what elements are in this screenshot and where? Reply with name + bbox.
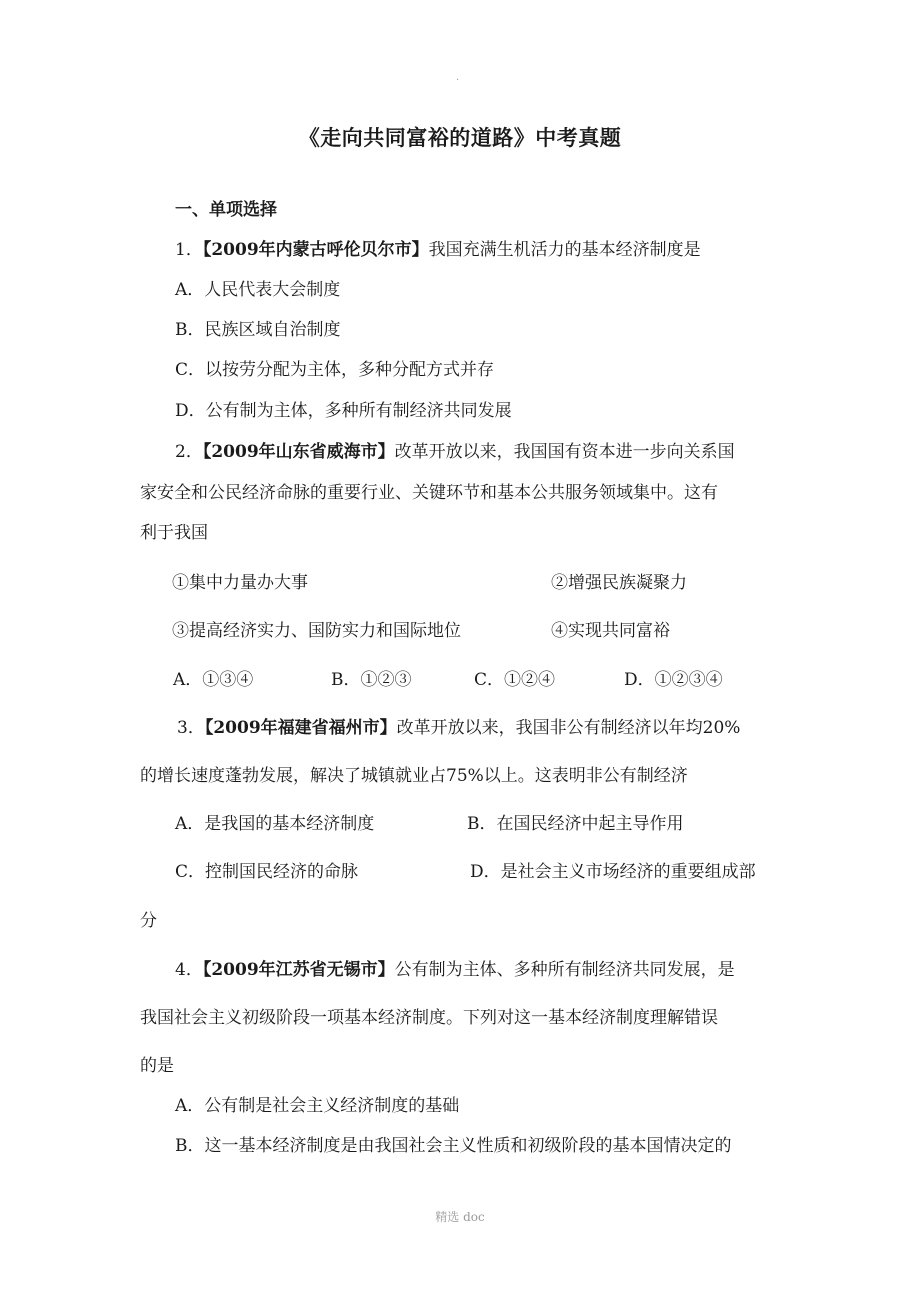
document-title: 《走向共同富裕的道路》中考真题 xyxy=(298,125,622,150)
option-d: D．公有制为主体，多种所有制经济共同发展 xyxy=(175,401,512,421)
question-stem: 公有制为主体、多种所有制经济共同发展，是 xyxy=(394,960,735,980)
option-c: C．以按劳分配为主体，多种分配方式并存 xyxy=(175,360,495,380)
option-d: D．是社会主义市场经济的重要组成部 xyxy=(470,862,756,882)
section-heading: 一、单项选择 xyxy=(175,200,277,220)
question-4-stem-line-2: 我国社会主义初级阶段一项基本经济制度。下列对这一基本经济制度理解错误 xyxy=(140,1008,718,1028)
option-d-continuation: 分 xyxy=(140,911,157,931)
question-2-stem-line-2: 家安全和公民经济命脉的重要行业、关键环节和基本公共服务领域集中。这有 xyxy=(140,483,718,503)
statement-3: ③提高经济实力、国防实力和国际地位 xyxy=(172,621,461,641)
question-source-tag: 【2009年内蒙古呼伦贝尔市】 xyxy=(202,240,429,260)
question-number: 2． xyxy=(175,442,203,462)
statement-4: ④实现共同富裕 xyxy=(551,621,670,641)
option-b: B．这一基本经济制度是由我国社会主义性质和初级阶段的基本国情决定的 xyxy=(175,1136,732,1156)
question-3 xyxy=(177,716,740,740)
question-number: 3． xyxy=(177,718,205,738)
option-d: D．①②③④ xyxy=(624,670,723,690)
option-a: A．公有制是社会主义经济制度的基础 xyxy=(175,1096,460,1116)
page-footer: 精选 doc xyxy=(435,1210,485,1224)
question-number: 1． xyxy=(175,240,203,260)
option-b: B．民族区域自治制度 xyxy=(175,320,341,340)
question-number: 4． xyxy=(175,960,203,980)
option-b: B．①②③ xyxy=(331,670,412,690)
option-a: A．是我国的基本经济制度 xyxy=(175,814,375,834)
question-2 xyxy=(175,440,735,464)
question-source-tag: 【2009年江苏省无锡市】 xyxy=(202,960,395,980)
option-c: C．控制国民经济的命脉 xyxy=(175,862,359,882)
question-4 xyxy=(175,958,735,982)
question-stem: 改革开放以来，我国非公有制经济以年均20% xyxy=(396,718,741,738)
option-a: A．人民代表大会制度 xyxy=(175,280,341,300)
question-source-tag: 【2009年山东省威海市】 xyxy=(202,442,395,462)
question-3-stem-line-2: 的增长速度蓬勃发展，解决了城镇就业占75%以上。这表明非公有制经济 xyxy=(140,766,688,786)
statement-1: ①集中力量办大事 xyxy=(172,573,308,593)
question-stem: 改革开放以来，我国国有资本进一步向关系国 xyxy=(394,442,735,462)
question-4-stem-line-3: 的是 xyxy=(140,1056,174,1076)
statement-2: ②增强民族凝聚力 xyxy=(551,573,687,593)
question-stem: 我国充满生机活力的基本经济制度是 xyxy=(428,240,701,260)
option-b: B．在国民经济中起主导作用 xyxy=(467,814,684,834)
option-a: A．①③④ xyxy=(173,670,254,690)
question-2-stem-line-3: 利于我国 xyxy=(140,523,208,543)
question-1 xyxy=(175,238,701,262)
option-c: C．①②④ xyxy=(474,670,556,690)
header-dot: . xyxy=(456,72,460,83)
question-source-tag: 【2009年福建省福州市】 xyxy=(204,718,397,738)
